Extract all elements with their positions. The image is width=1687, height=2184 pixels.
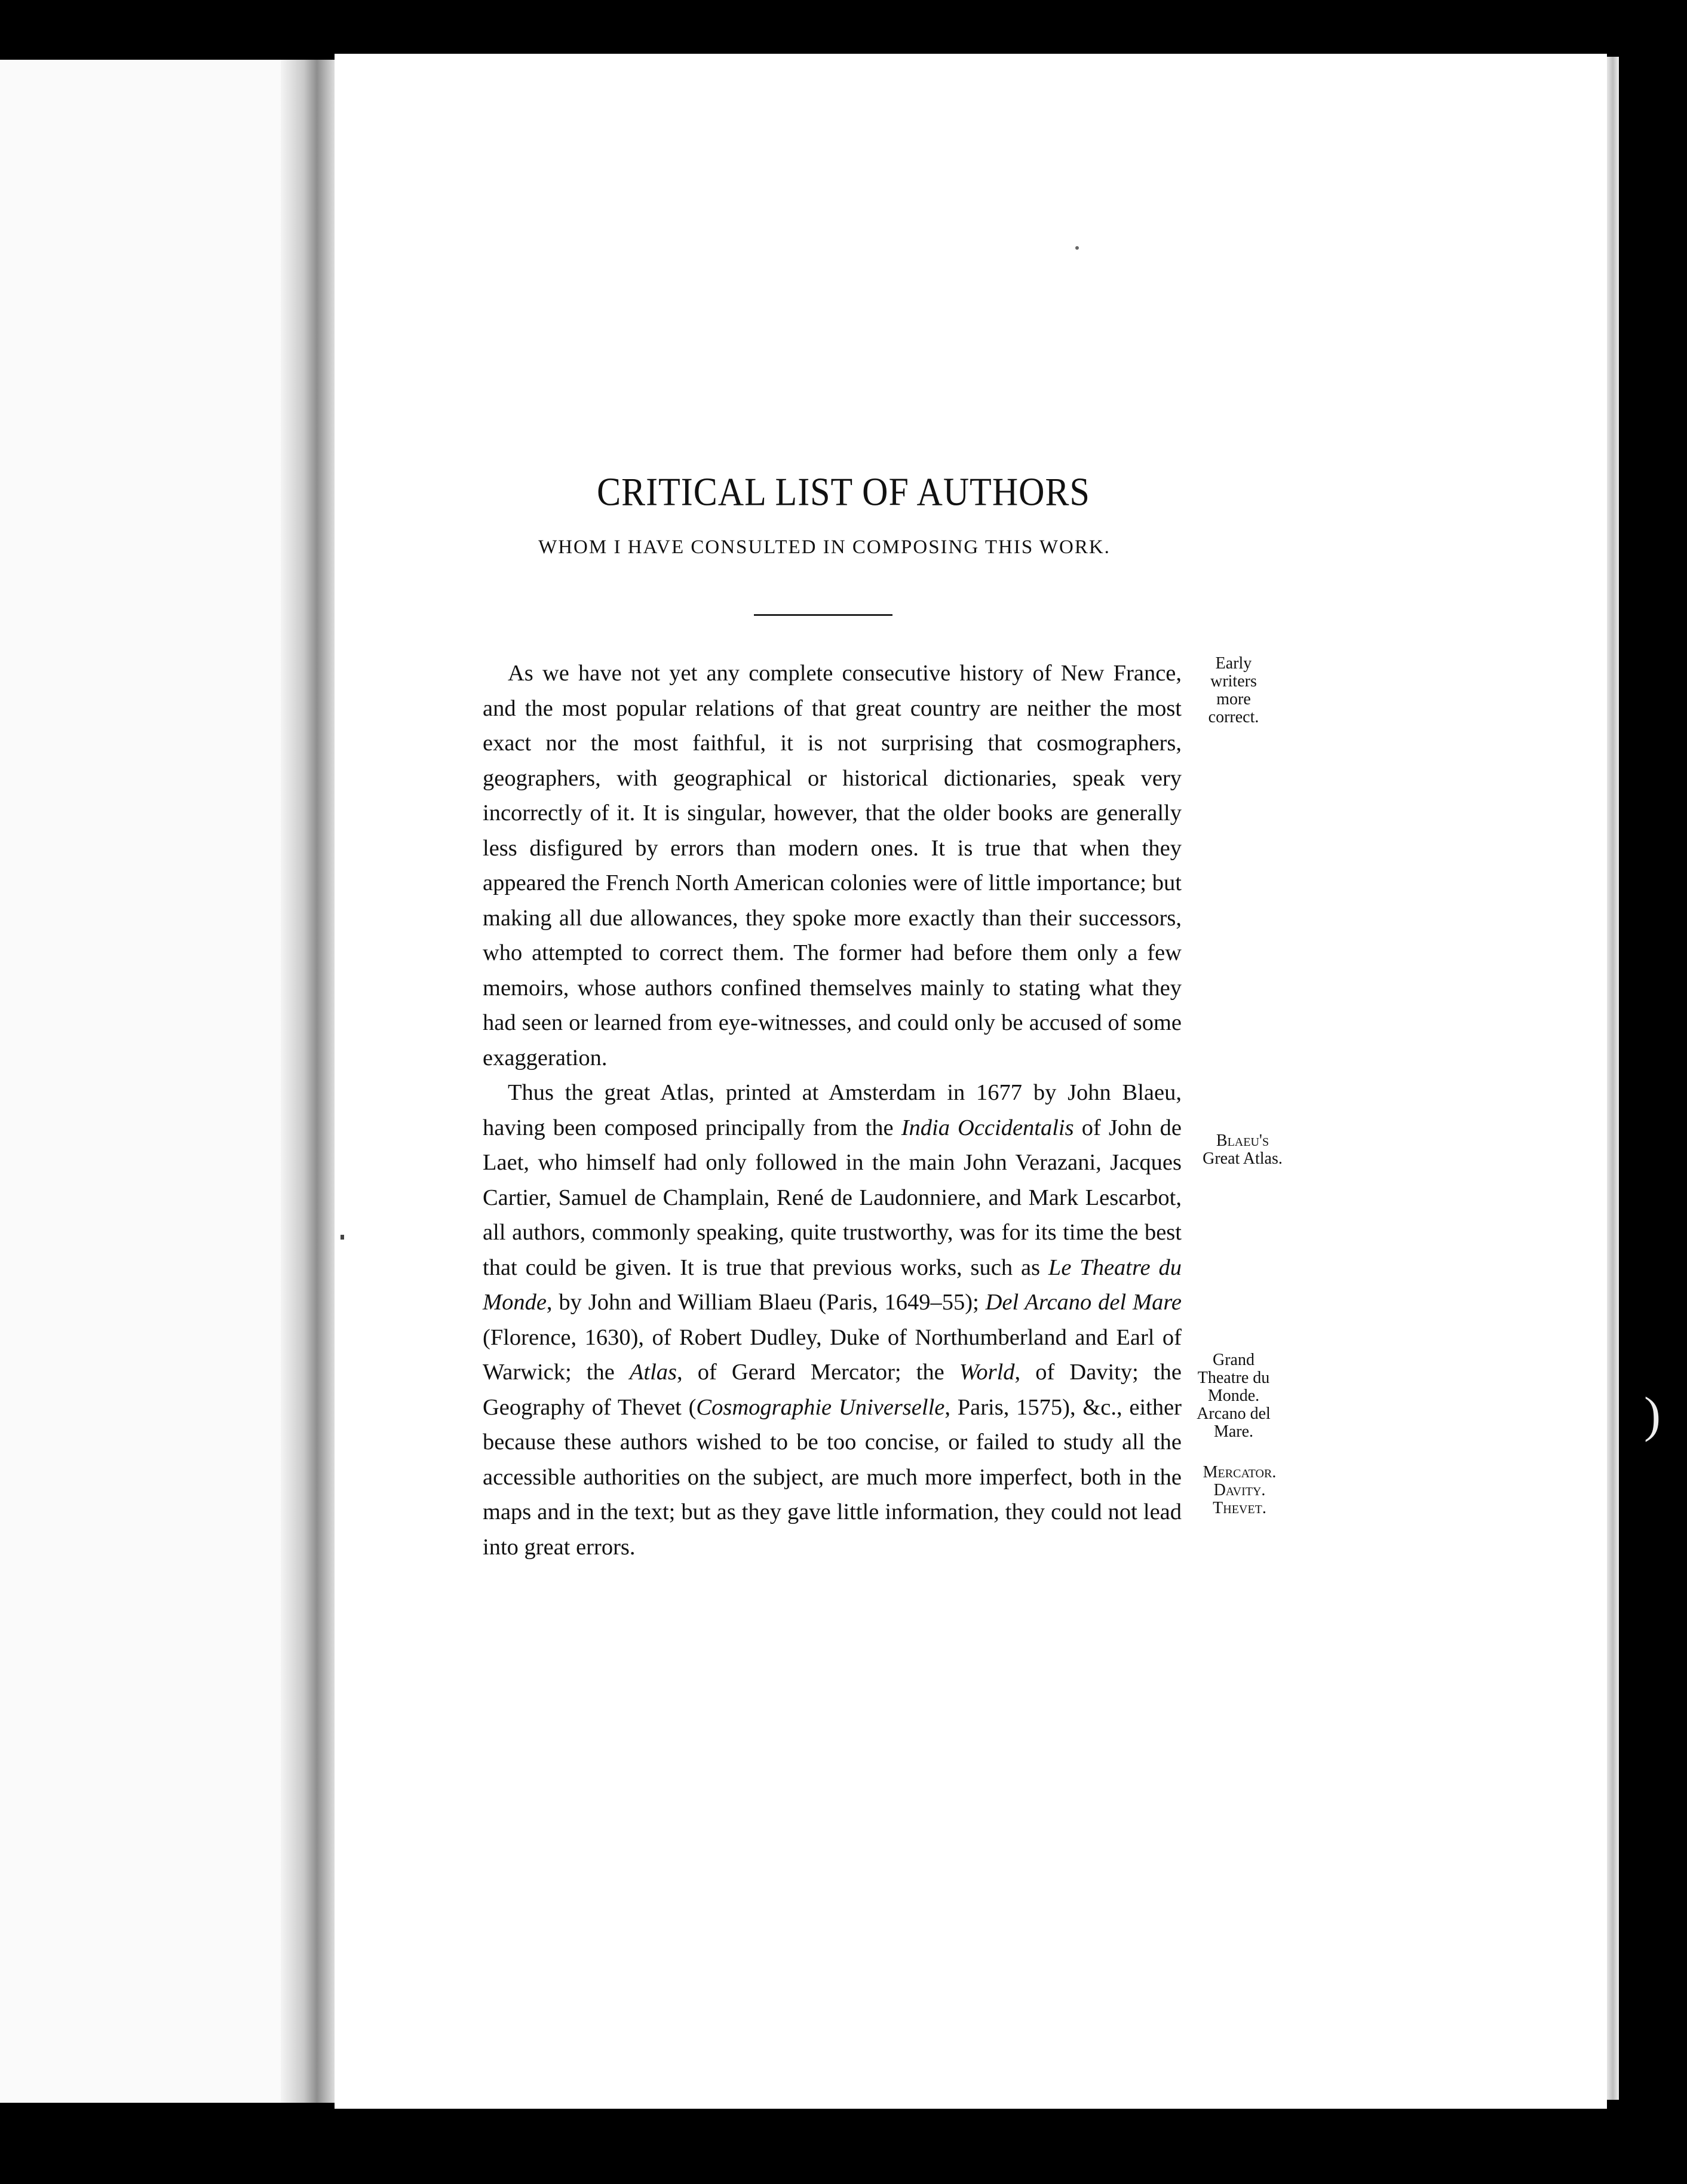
note-line: Great Atlas. bbox=[1203, 1149, 1283, 1168]
italic-title: Le Theatre du Monde bbox=[483, 1254, 1182, 1315]
note-line: Theatre du bbox=[1197, 1369, 1270, 1387]
note-line: correct. bbox=[1208, 708, 1259, 726]
text-run: (Florence, 1630), of Robert Dudley, Duke of Northumberland and Earl of Warwick; the bbox=[483, 1324, 1182, 1385]
note-line: Thevet. bbox=[1213, 1499, 1266, 1517]
margin-note-grand-theatre bbox=[1165, 1351, 1302, 1441]
text-run: , by John and William Blaeu (Paris, 1649–55); bbox=[546, 1290, 986, 1315]
note-line: Monde. bbox=[1207, 1387, 1260, 1405]
note-line: writers bbox=[1210, 672, 1257, 691]
page-subtitle: WHOM I HAVE CONSULTED IN COMPOSING THIS WORK. bbox=[538, 536, 1111, 558]
note-line: Mare. bbox=[1213, 1422, 1254, 1441]
text-run: , Paris, 1575), &c., either because these authors wished to be too concise, or failed to study all the accessible authorities on the subject, are much more imperfect, both in the maps and in the text; but as they gave little information, they could not lead into great errors. bbox=[483, 1394, 1182, 1560]
italic-title: World bbox=[959, 1360, 1015, 1385]
italic-title: Atlas bbox=[629, 1360, 677, 1385]
paragraph-1: As we have not yet any complete consecutive history of New France, and the most popular relations of that great country are neither the most exact nor the most faithful, it is not surprising that cosmographers, geographers, with geographical or historical dictionaries, speak very incorrectly of it. It is singular, however, that the older books are generally less disfigured by errors than modern ones. It is true that when they appeared the French North American colonies were of little importance; but making all due allowances, they spoke more exactly than their successors, who attempted to correct them. The former had before them only a few memoirs, whose authors confined themselves mainly to stating what they had seen or learned from eye-witnesses, and could only be accused of some exaggeration. bbox=[483, 661, 1182, 1070]
scan-bracket-mark: ) bbox=[1644, 1387, 1661, 1443]
margin-note-blaeu bbox=[1174, 1132, 1311, 1168]
text-run: , of Gerard Mercator; the bbox=[677, 1360, 959, 1385]
speck bbox=[1075, 246, 1079, 250]
italic-title: Cosmographie Universelle bbox=[696, 1394, 945, 1420]
margin-note-mercator bbox=[1171, 1464, 1308, 1517]
left-page bbox=[0, 60, 293, 2103]
title-rule bbox=[754, 614, 892, 616]
page-title: CRITICAL LIST OF AUTHORS bbox=[597, 470, 1090, 514]
page-edge bbox=[1607, 57, 1619, 2100]
note-line: more bbox=[1216, 690, 1251, 708]
body-text bbox=[483, 656, 1182, 1565]
text-run: Thus the great Atlas, printed at Amsterdam in 1677 by John Blaeu, having been composed principally from the bbox=[483, 1080, 1182, 1140]
paragraph-2 bbox=[483, 1075, 1182, 1565]
note-line: Davity. bbox=[1213, 1481, 1266, 1499]
note-line: Early bbox=[1215, 654, 1252, 673]
note-line: Grand bbox=[1213, 1351, 1254, 1369]
note-line: Mercator. bbox=[1203, 1463, 1277, 1481]
margin-note-early-writers bbox=[1165, 655, 1302, 726]
text-run: of John de Laet, who himself had only followed in the main John Verazani, Jacques Cartier, Samuel de Champlain, René de Laudonniere, and Mark Lescarbot, all authors, commonly speaking, quite trustworthy, was for its time the best that could be given. It is true that previous works, such as bbox=[483, 1115, 1182, 1280]
italic-title: Del Arcano del Mare bbox=[985, 1290, 1182, 1315]
text-run: , of Davity; the Geography of Thevet ( bbox=[483, 1360, 1182, 1420]
speck bbox=[341, 1235, 344, 1240]
italic-title: India Occidentalis bbox=[901, 1115, 1074, 1140]
note-line: Blaeu's bbox=[1216, 1131, 1269, 1150]
note-line: Arcano del bbox=[1197, 1404, 1271, 1423]
